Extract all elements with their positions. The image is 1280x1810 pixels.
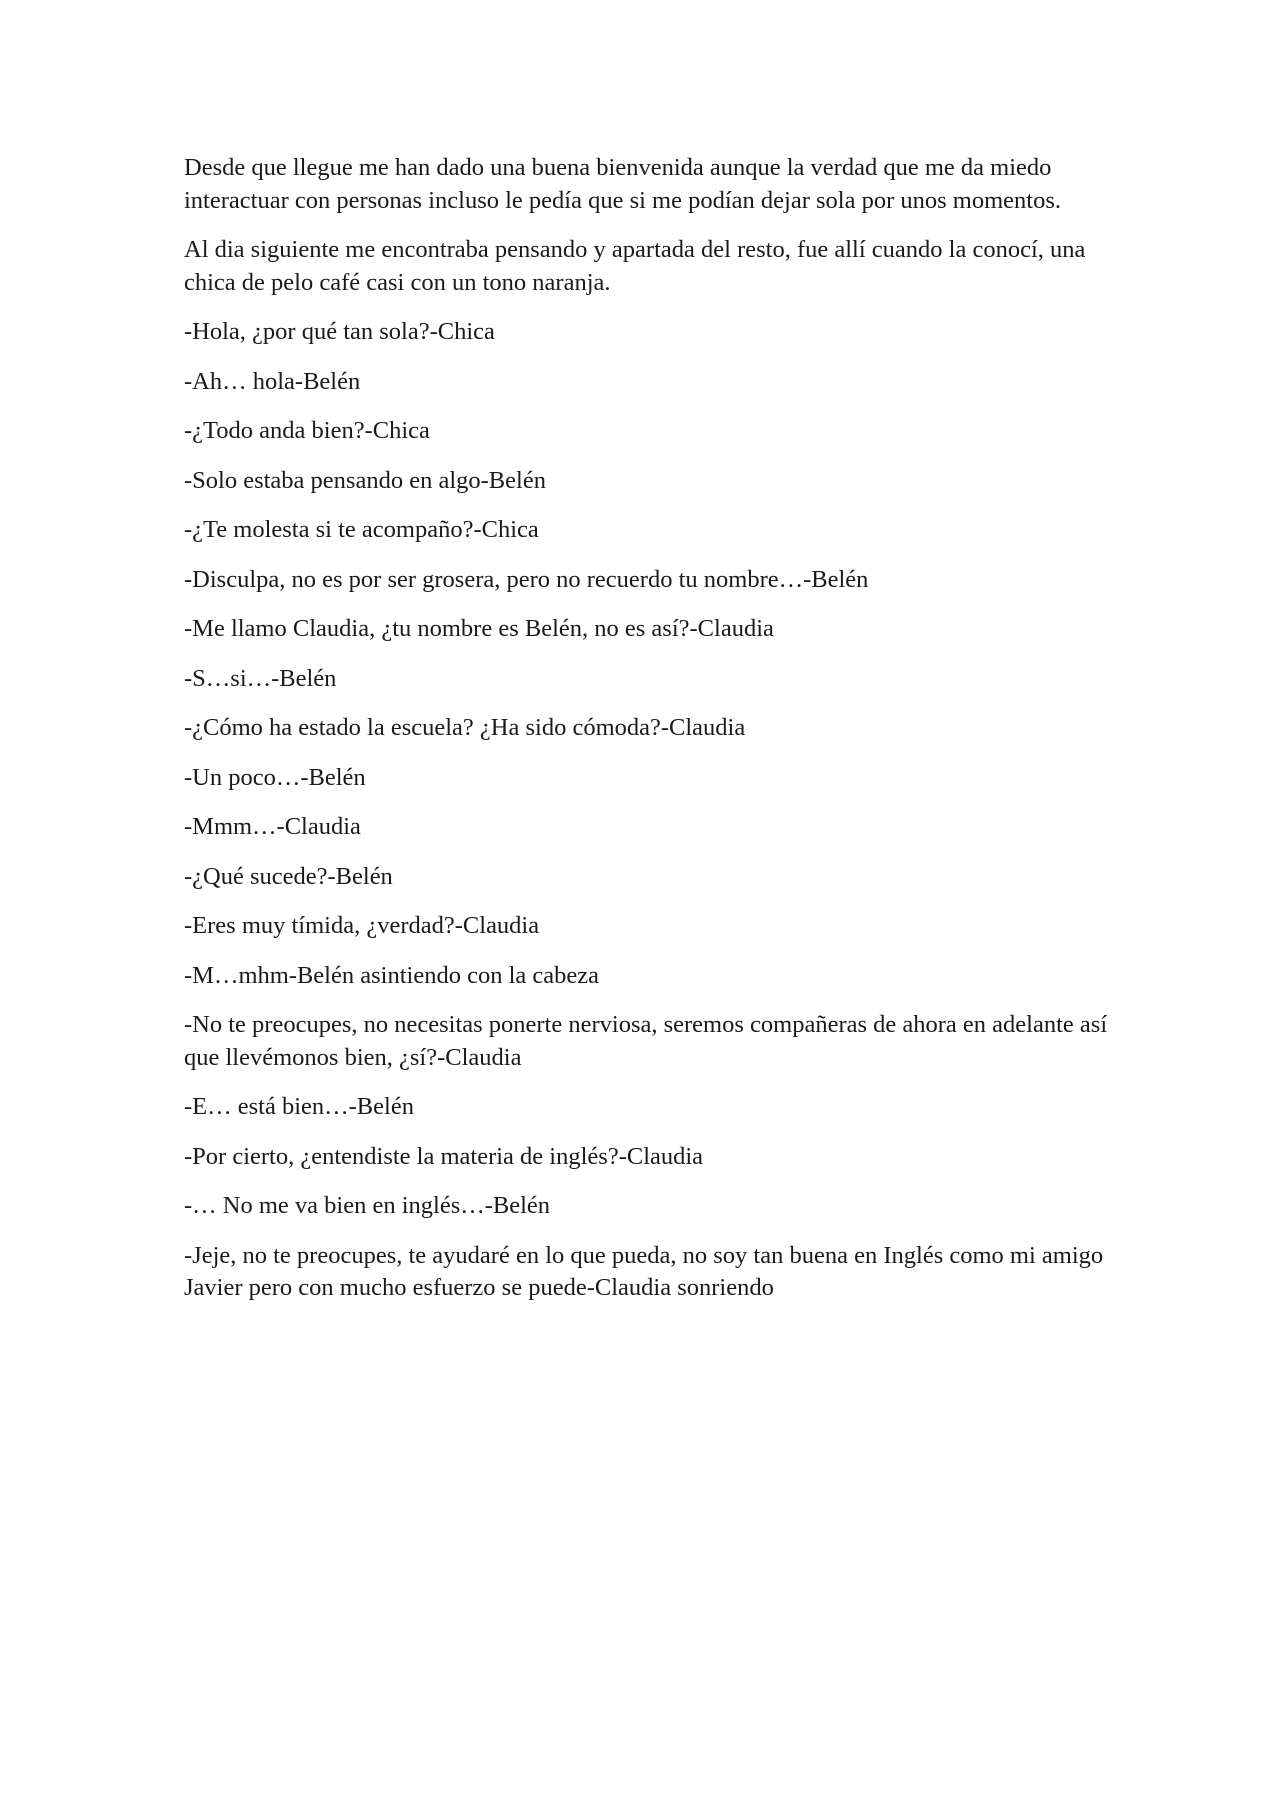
dialogue-line: -Hola, ¿por qué tan sola?-Chica xyxy=(184,318,495,345)
dialogue-line: -¿Cómo ha estado la escuela? ¿Ha sido cómoda?-Claudia xyxy=(184,714,746,741)
paragraph-intro: Desde que llegue me han dado una buena bienvenida aunque la verdad que me da miedo interactuar con personas incluso le pedía que si me podían dejar sola por unos momentos. xyxy=(184,154,1061,214)
dialogue-line: -Eres muy tímida, ¿verdad?-Claudia xyxy=(184,912,540,939)
dialogue-line: -¿Te molesta si te acompaño?-Chica xyxy=(184,516,539,543)
dialogue-line: -Ah… hola-Belén xyxy=(184,367,361,395)
dialogue-line: -Por cierto, ¿entendiste la materia de inglés?-Claudia xyxy=(184,1142,704,1170)
dialogue-line: -M…mhm-Belén asintiendo con la cabeza xyxy=(184,961,599,989)
dialogue-line: -No te preocupes, no necesitas ponerte nerviosa, seremos compañeras de ahora en adelante así que llevémonos bien, ¿sí?-Claudia xyxy=(184,1011,1108,1071)
dialogue-line: -¿Todo anda bien?-Chica xyxy=(184,417,430,444)
paragraph-meeting: Al dia siguiente me encontraba pensando y apartada del resto, fue allí cuando la conocí, una chica de pelo café casi con un tono naranja. xyxy=(184,236,1086,296)
dialogue-line: -S…si…-Belén xyxy=(184,664,337,692)
dialogue-line: -Solo estaba pensando en algo-Belén xyxy=(184,466,546,494)
dialogue-line: -Me llamo Claudia, ¿tu nombre es Belén, no es así?-Claudia xyxy=(184,615,774,642)
dialogue-line: -… No me va bien en inglés…-Belén xyxy=(184,1192,551,1219)
dialogue-line: -E… está bien…-Belén xyxy=(184,1093,414,1120)
dialogue-line: -¿Qué sucede?-Belén xyxy=(184,862,393,890)
dialogue-line: -Un poco…-Belén xyxy=(184,763,366,791)
document-body xyxy=(184,152,1114,1322)
dialogue-line: -Mmm…-Claudia xyxy=(184,813,361,840)
dialogue-line: -Disculpa, no es por ser grosera, pero no recuerdo tu nombre…-Belén xyxy=(184,565,869,593)
dialogue-line: -Jeje, no te preocupes, te ayudaré en lo que pueda, no soy tan buena en Inglés como mi amigo Javier pero con mucho esfuerzo se puede-Claudia sonriendo xyxy=(184,1241,1104,1301)
